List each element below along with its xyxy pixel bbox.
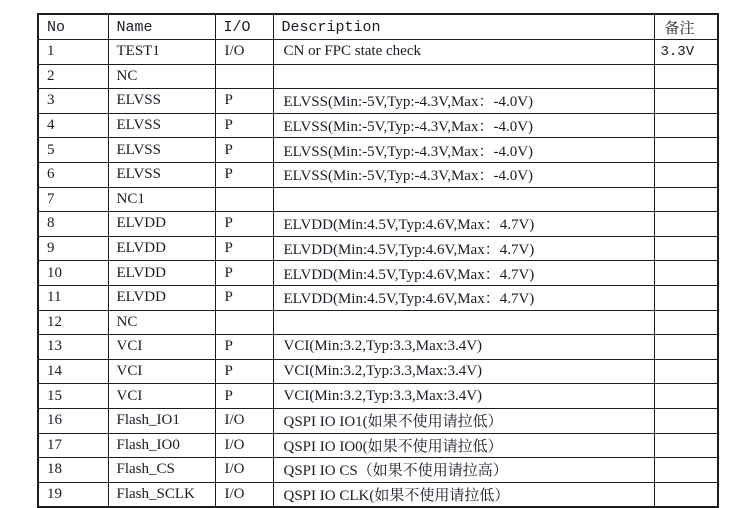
- cell-description: ELVSS(Min:-5V,Typ:-4.3V,Max：-4.0V): [273, 162, 654, 187]
- cell-remark: [654, 187, 718, 212]
- cell-remark: [654, 285, 718, 310]
- cell-description: QSPI IO IO1(如果不使用请拉低）: [273, 408, 654, 433]
- table-row: [38, 138, 718, 163]
- cell-name: NC1: [108, 187, 215, 212]
- cell-io: P: [215, 89, 273, 114]
- cell-description: ELVSS(Min:-5V,Typ:-4.3V,Max：-4.0V): [273, 113, 654, 138]
- cell-name: TEST1: [108, 40, 215, 65]
- cell-description: [273, 187, 654, 212]
- table-row: [38, 162, 718, 187]
- cell-remark: [654, 236, 718, 261]
- cell-remark: [654, 310, 718, 335]
- cell-remark: [654, 384, 718, 409]
- cell-no: 15: [38, 384, 108, 409]
- cell-remark: [654, 359, 718, 384]
- cell-remark: [654, 335, 718, 360]
- cell-remark: [654, 162, 718, 187]
- cell-name: ELVDD: [108, 212, 215, 237]
- cell-io: P: [215, 138, 273, 163]
- table-row: [38, 384, 718, 409]
- cell-description: ELVDD(Min:4.5V,Typ:4.6V,Max：4.7V): [273, 285, 654, 310]
- cell-remark: [654, 138, 718, 163]
- cell-io: I/O: [215, 458, 273, 483]
- cell-no: 19: [38, 482, 108, 507]
- table-row: [38, 482, 718, 507]
- cell-remark: [654, 212, 718, 237]
- cell-name: VCI: [108, 384, 215, 409]
- cell-name: VCI: [108, 335, 215, 360]
- cell-no: 6: [38, 162, 108, 187]
- cell-remark: [654, 408, 718, 433]
- cell-no: 8: [38, 212, 108, 237]
- column-header-io: I/O: [215, 14, 273, 40]
- table-row: [38, 212, 718, 237]
- cell-name: Flash_SCLK: [108, 482, 215, 507]
- column-header-name: Name: [108, 14, 215, 40]
- table-body: [38, 40, 718, 508]
- cell-io: I/O: [215, 408, 273, 433]
- cell-no: 7: [38, 187, 108, 212]
- cell-description: VCI(Min:3.2,Typ:3.3,Max:3.4V): [273, 384, 654, 409]
- cell-io: [215, 310, 273, 335]
- cell-name: ELVDD: [108, 261, 215, 286]
- cell-remark: [654, 113, 718, 138]
- cell-io: [215, 187, 273, 212]
- cell-description: ELVSS(Min:-5V,Typ:-4.3V,Max：-4.0V): [273, 138, 654, 163]
- cell-name: NC: [108, 310, 215, 335]
- cell-description: ELVDD(Min:4.5V,Typ:4.6V,Max：4.7V): [273, 261, 654, 286]
- cell-no: 17: [38, 433, 108, 458]
- document-page: [37, 13, 719, 508]
- cell-no: 4: [38, 113, 108, 138]
- cell-io: P: [215, 113, 273, 138]
- cell-io: P: [215, 384, 273, 409]
- cell-name: ELVSS: [108, 138, 215, 163]
- cell-no: 5: [38, 138, 108, 163]
- table-row: [38, 285, 718, 310]
- cell-no: 3: [38, 89, 108, 114]
- table-row: [38, 40, 718, 65]
- cell-name: ELVDD: [108, 236, 215, 261]
- cell-name: NC: [108, 64, 215, 89]
- cell-no: 18: [38, 458, 108, 483]
- cell-remark: [654, 89, 718, 114]
- cell-remark: [654, 64, 718, 89]
- cell-name: ELVSS: [108, 162, 215, 187]
- table-header-row: [38, 14, 718, 40]
- cell-remark: [654, 261, 718, 286]
- cell-io: P: [215, 359, 273, 384]
- cell-description: [273, 310, 654, 335]
- table-row: [38, 187, 718, 212]
- cell-io: I/O: [215, 433, 273, 458]
- cell-no: 9: [38, 236, 108, 261]
- table-row: [38, 113, 718, 138]
- column-header-no: No: [38, 14, 108, 40]
- cell-name: ELVSS: [108, 113, 215, 138]
- table-row: [38, 236, 718, 261]
- cell-description: ELVSS(Min:-5V,Typ:-4.3V,Max：-4.0V): [273, 89, 654, 114]
- cell-name: ELVSS: [108, 89, 215, 114]
- cell-remark: [654, 433, 718, 458]
- cell-name: Flash_IO1: [108, 408, 215, 433]
- cell-io: P: [215, 236, 273, 261]
- cell-name: Flash_CS: [108, 458, 215, 483]
- cell-no: 12: [38, 310, 108, 335]
- cell-io: P: [215, 162, 273, 187]
- cell-io: I/O: [215, 40, 273, 65]
- cell-name: Flash_IO0: [108, 433, 215, 458]
- cell-description: VCI(Min:3.2,Typ:3.3,Max:3.4V): [273, 359, 654, 384]
- cell-remark: [654, 482, 718, 507]
- table-row: [38, 359, 718, 384]
- cell-no: 16: [38, 408, 108, 433]
- cell-io: P: [215, 285, 273, 310]
- cell-no: 11: [38, 285, 108, 310]
- cell-io: P: [215, 212, 273, 237]
- cell-io: P: [215, 335, 273, 360]
- cell-description: QSPI IO CS（如果不使用请拉高）: [273, 458, 654, 483]
- table-row: [38, 408, 718, 433]
- cell-name: ELVDD: [108, 285, 215, 310]
- table-row: [38, 64, 718, 89]
- cell-no: 14: [38, 359, 108, 384]
- cell-remark: [654, 458, 718, 483]
- column-header-description: Description: [273, 14, 654, 40]
- cell-name: VCI: [108, 359, 215, 384]
- cell-io: P: [215, 261, 273, 286]
- table-row: [38, 310, 718, 335]
- cell-no: 13: [38, 335, 108, 360]
- pin-description-table: [37, 13, 719, 508]
- cell-no: 2: [38, 64, 108, 89]
- table-row: [38, 261, 718, 286]
- column-header-remark: 备注: [654, 14, 718, 40]
- cell-remark: 3.3V: [654, 40, 718, 65]
- cell-description: QSPI IO CLK(如果不使用请拉低）: [273, 482, 654, 507]
- cell-no: 1: [38, 40, 108, 65]
- cell-description: VCI(Min:3.2,Typ:3.3,Max:3.4V): [273, 335, 654, 360]
- cell-io: [215, 64, 273, 89]
- cell-description: QSPI IO IO0(如果不使用请拉低）: [273, 433, 654, 458]
- cell-description: ELVDD(Min:4.5V,Typ:4.6V,Max：4.7V): [273, 212, 654, 237]
- cell-description: [273, 64, 654, 89]
- table-row: [38, 458, 718, 483]
- table-row: [38, 335, 718, 360]
- cell-description: CN or FPC state check: [273, 40, 654, 65]
- cell-description: ELVDD(Min:4.5V,Typ:4.6V,Max：4.7V): [273, 236, 654, 261]
- table-row: [38, 89, 718, 114]
- cell-no: 10: [38, 261, 108, 286]
- cell-io: I/O: [215, 482, 273, 507]
- table-row: [38, 433, 718, 458]
